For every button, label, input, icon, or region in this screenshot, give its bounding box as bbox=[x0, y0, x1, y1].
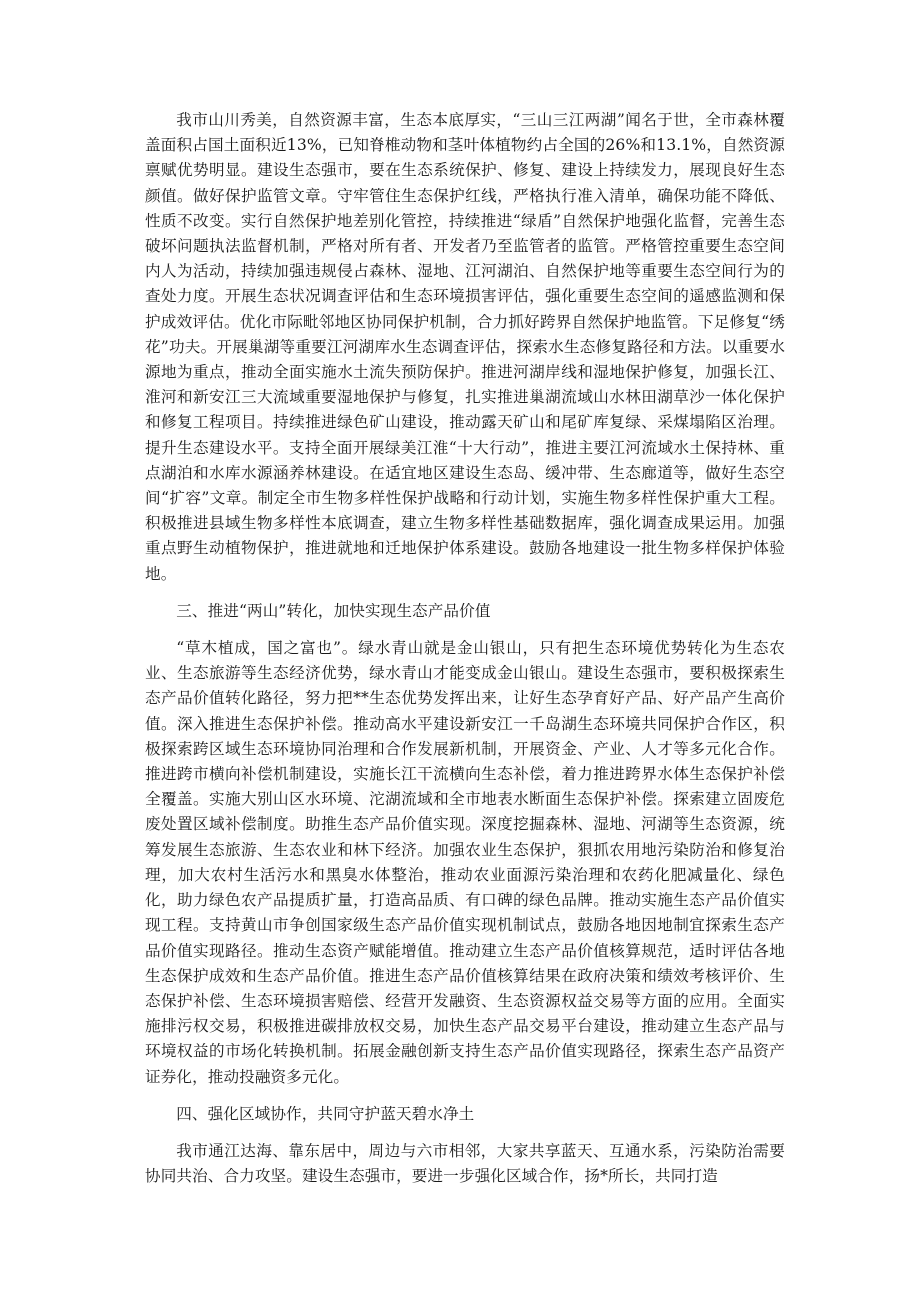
paragraph-eco-product-value: “草木植成，国之富也”。绿水青山就是金山银山，只有把生态环境优势转化为生态农业、生态旅游等生态经济优势，绿水青山才能变成金山银山。建设生态强市，要积极探索生态产品价值转化路径，努力把**生态优势发挥出来，让好生态孕育好产品、好产品产生高价值。深入推进生态保护补偿。推动高水平建设新安江一千岛湖生态环境共同保护合作区，积极探索跨区域生态环境协同治理和合作发展新机制，开展资金、产业、人才等多元化合作。推进跨市横向补偿机制建设，实施长江干流横向生态补偿，着力推进跨界水体生态保护补偿全覆盖。实施大别山区水环境、沱湖流域和全市地表水断面生态保护补偿。探索建立固废危废处置区域补偿制度。助推生态产品价值实现。深度挖掘森林、湿地、河湖等生态资源，统筹发展生态旅游、生态农业和林下经济。加强农业生态保护，狠抓农用地污染防治和修复治理，加大农村生活污水和黑臭水体整治，推动农业面源污染治理和农药化肥减量化、绿色化，助力绿色农产品提质扩量，打造高品质、有口碑的绿色品牌。推动实施生态产品价值实现工程。支持黄山市争创国家级生态产品价值实现机制试点，鼓励各地因地制宜探索生态产品价值实现路径。推动生态资产赋能增值。推动建立生态产品价值核算规范，适时评估各地生态保护成效和生态产品价值。推进生态产品价值核算结果在政府决策和绩效考核评价、生态保护补偿、生态环境损害赔偿、经营开发融资、生态资源权益交易等方面的应用。全面实施排污权交易，积极推进碳排放权交易，加快生态产品交易平台建设，推动建立生态产品与环境权益的市场化转换机制。拓展金融创新支持生态产品价值实现路径，探索生态产品资产证券化，推动投融资多元化。 bbox=[145, 639, 785, 1086]
document-page bbox=[145, 108, 785, 1189]
section-heading-4: 四、强化区域协作，共同守护蓝天碧水净土 bbox=[176, 1104, 475, 1123]
paragraph-ecology-protection: 我市山川秀美，自然资源丰富，生态本底厚实，“三山三江两湖”闻名于世，全市森林覆盖面积占国土面积近13%，已知脊椎动物和茎叶体植物约占全国的26%和13.1%，自然资源禀赋优势明显。建设生态强市，要在生态系统保护、修复、建设上持续发力，展现良好生态颜值。做好保护监管文章。守牢管住生态保护红线，严格执行准入清单，确保功能不降低、性质不改变。实行自然保护地差别化管控，持续推进“绿盾”自然保护地强化监督，完善生态破坏问题执法监督机制，严格对所有者、开发者乃至监管者的监管。严格管控重要生态空间内人为活动，持续加强违规侵占森林、湿地、江河湖泊、自然保护地等重要生态空间行为的查处力度。开展生态状况调查评估和生态环境损害评估，强化重要生态空间的遥感监测和保护成效评估。优化市际毗邻地区协同保护机制，合力抓好跨界自然保护地监管。下足修复“绣花”功夫。开展巢湖等重要江河湖库水生态调查评估，探索水生态修复路径和方法。以重要水源地为重点，推动全面实施水土流失预防保护。推进河湖岸线和湿地保护修复，加强长江、淮河和新安江三大流域重要湿地保护与修复，扎实推进巢湖流域山水林田湖草沙一体化保护和修复工程项目。持续推进绿色矿山建设，推动露天矿山和尾矿库复绿、采煤塌陷区治理。提升生态建设水平。支持全面开展绿美江淮“十大行动”，推进主要江河流域水土保持林、重点湖泊和水库水源涵养林建设。在适宜地区建设生态岛、缓冲带、生态廊道等，做好生态空间“扩容”文章。制定全市生物多样性保护战略和行动计划，实施生物多样性保护重大工程。积极推进县域生物多样性本底调查，建立生物多样性基础数据库，强化调查成果运用。加强重点野生动植物保护，推进就地和迁地保护体系建设。鼓励各地建设一批生物多样保护体验地。 bbox=[145, 111, 785, 583]
paragraph-regional-cooperation: 我市通江达海、靠东居中，周边与六市相邻，大家共享蓝天、互通水系，污染防治需要协同共治、合力攻坚。建设生态强市，要进一步强化区域合作，扬*所长，共同打造 bbox=[145, 1141, 785, 1186]
section-heading-3: 三、推进“两山”转化，加快实现生态产品价值 bbox=[176, 601, 491, 620]
